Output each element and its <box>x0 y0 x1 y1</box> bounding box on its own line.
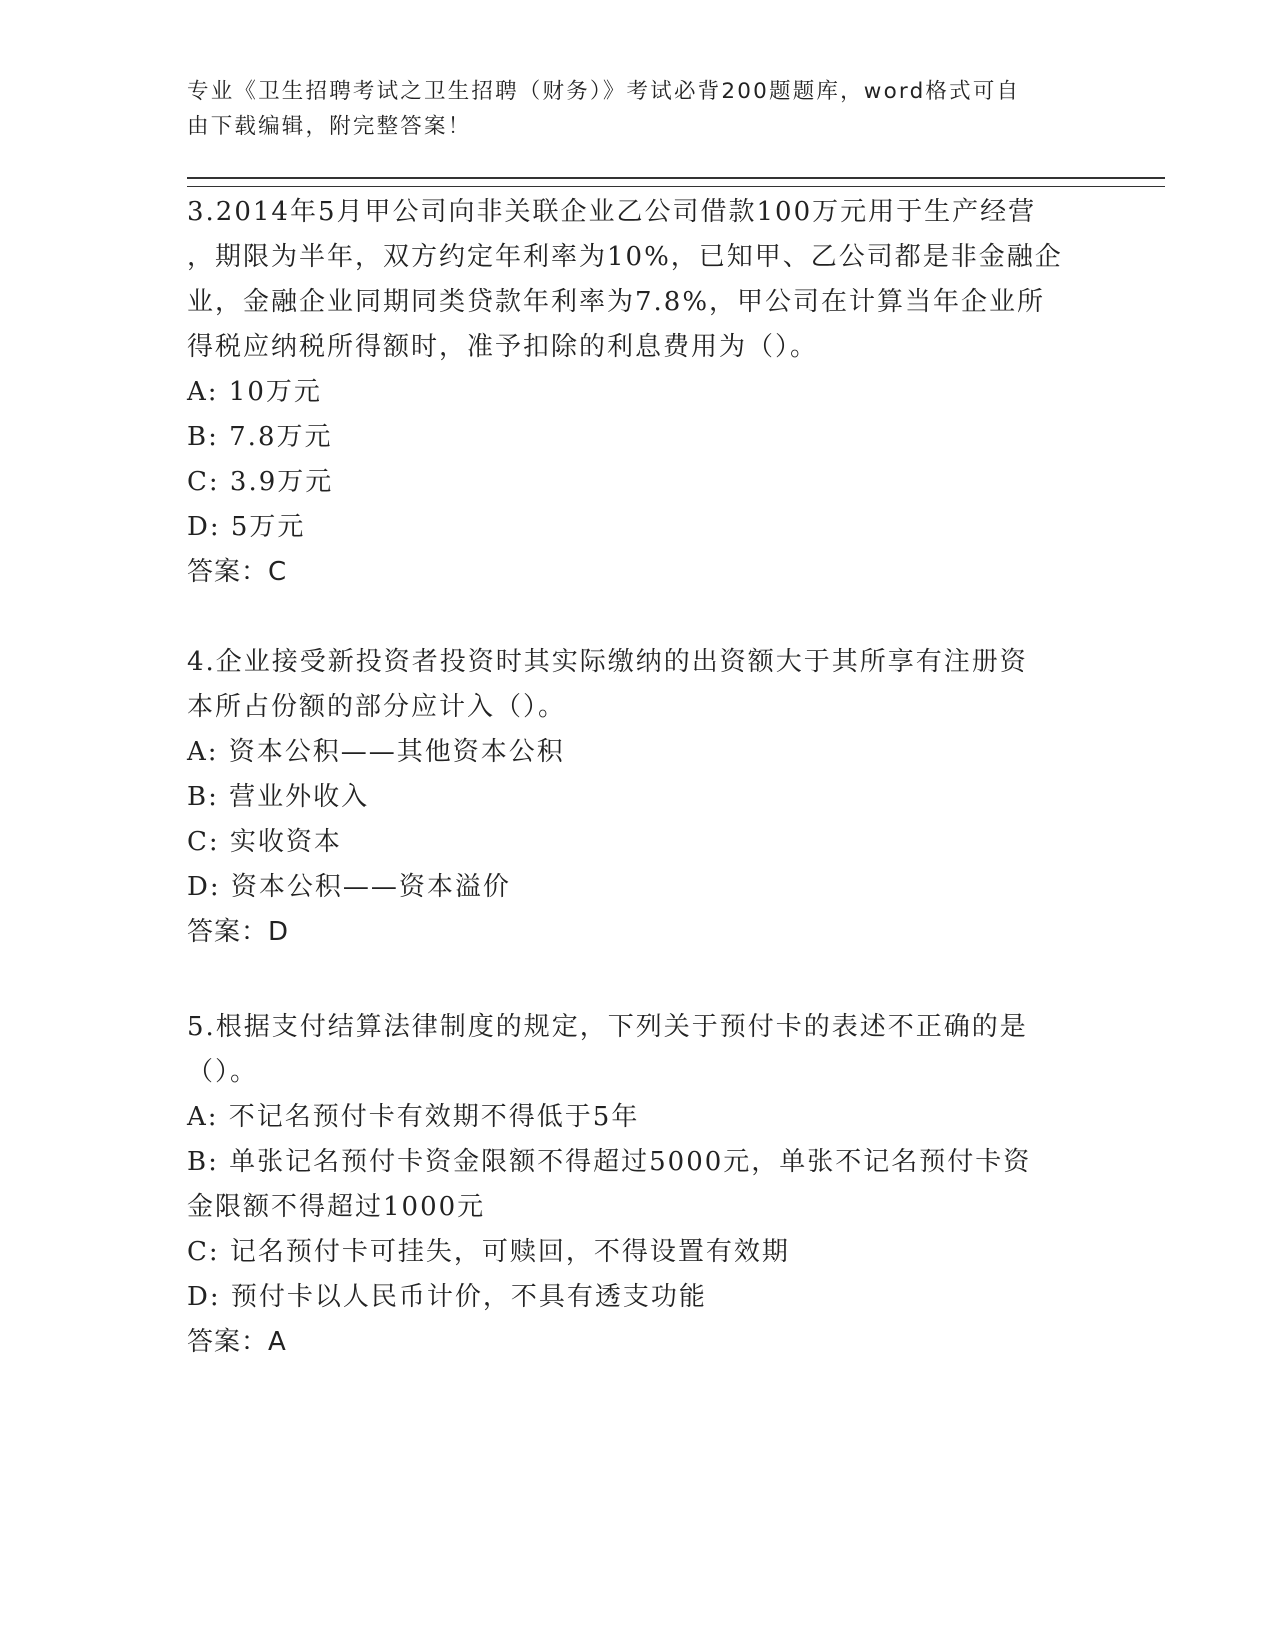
option-d: D: 资本公积——资本溢价 <box>187 872 511 902</box>
question-stem-line: 业，金融企业同期同类贷款年利率为7.8%，甲公司在计算当年企业所 <box>187 287 1046 317</box>
question-3 <box>187 190 1087 595</box>
answer-line: 答案：A <box>187 1327 287 1357</box>
answer-line: 答案：C <box>187 557 288 587</box>
document-header <box>187 74 1087 144</box>
option-a: A: 资本公积——其他资本公积 <box>187 737 565 767</box>
question-5 <box>187 1005 1087 1365</box>
option-b-continued: 金限额不得超过1000元 <box>187 1192 486 1222</box>
option-c: C: 实收资本 <box>187 827 342 857</box>
question-stem-line: ，期限为半年，双方约定年利率为10%，已知甲、乙公司都是非金融企 <box>187 242 1063 272</box>
question-stem-line: 3.2014年5月甲公司向非关联企业乙公司借款100万元用于生产经营 <box>187 197 1037 227</box>
option-c: C: 3.9万元 <box>187 467 334 497</box>
option-b: B: 营业外收入 <box>187 782 370 812</box>
option-b: B: 7.8万元 <box>187 422 333 452</box>
question-stem-line: 本所占份额的部分应计入（）。 <box>187 692 567 722</box>
option-d: D: 预付卡以人民币计价，不具有透支功能 <box>187 1282 707 1312</box>
option-a: A: 不记名预付卡有效期不得低于5年 <box>187 1102 640 1132</box>
option-c: C: 记名预付卡可挂失，可赎回，不得设置有效期 <box>187 1237 790 1267</box>
option-b: B: 单张记名预付卡资金限额不得超过5000元，单张不记名预付卡资 <box>187 1147 1032 1177</box>
header-line-1: 专业《卫生招聘考试之卫生招聘（财务）》考试必背200题题库，word格式可自 <box>187 79 1021 104</box>
question-stem-line: （）。 <box>187 1057 259 1087</box>
header-line-2: 由下载编辑，附完整答案！ <box>187 114 472 139</box>
question-stem-line: 5.根据支付结算法律制度的规定，下列关于预付卡的表述不正确的是 <box>187 1012 1028 1042</box>
answer-line: 答案：D <box>187 917 290 947</box>
question-stem-line: 4.企业接受新投资者投资时其实际缴纳的出资额大于其所享有注册资 <box>187 647 1028 677</box>
option-d: D: 5万元 <box>187 512 306 542</box>
question-stem-line: 得税应纳税所得额时，准予扣除的利息费用为（）。 <box>187 332 819 362</box>
option-a: A: 10万元 <box>187 377 322 407</box>
header-divider <box>187 177 1165 187</box>
question-4 <box>187 640 1087 955</box>
